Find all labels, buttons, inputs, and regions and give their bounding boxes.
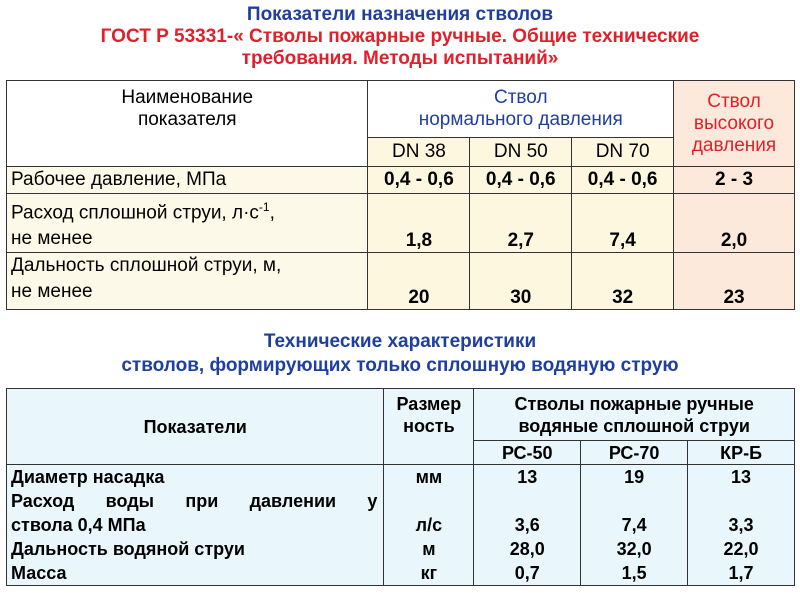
table-row <box>7 253 795 310</box>
header-indicator-name <box>7 81 368 167</box>
header-parameters: Показатели <box>7 389 384 465</box>
section-title-line-2: стволов, формирующих только сплошную водяную струю <box>121 355 679 376</box>
dn-38-header: DN 38 <box>368 138 470 167</box>
value-cell: 0,4 - 0,6 <box>572 167 674 194</box>
header-high-line-3: давления <box>691 134 777 156</box>
value-cell: 1,8 <box>368 194 470 253</box>
title-line-1: Показатели назначения стволов <box>246 4 554 25</box>
row-label: Масса <box>11 563 67 583</box>
value-cell: 7,4 <box>572 194 674 253</box>
rs-70-column <box>581 465 688 586</box>
rs-50-column <box>474 465 581 586</box>
table-row <box>7 167 795 194</box>
high-pressure-value: 2 - 3 <box>674 167 795 194</box>
header-indicator-line-1: Наименование <box>121 87 254 108</box>
header-high-line-2: высокого <box>693 112 775 134</box>
value-cell: 13 <box>731 467 752 487</box>
value-cell: 0,4 - 0,6 <box>470 167 572 194</box>
row-label-superscript: -1 <box>258 200 270 214</box>
unit-cell <box>384 489 473 513</box>
value-cell: 22,0 <box>723 539 759 559</box>
title-line-3: требования. Методы испытаний» <box>241 48 559 69</box>
row-label-line-2: не менее <box>11 228 93 250</box>
value-cell: 1,7 <box>728 563 754 583</box>
value-cell <box>688 489 794 513</box>
kr-b-column <box>688 465 795 586</box>
value-cell: 1,5 <box>621 563 647 583</box>
section-title <box>0 330 800 378</box>
value-cell: 30 <box>470 253 572 310</box>
nozzle-purpose-table <box>6 80 795 310</box>
value-cell: 19 <box>624 467 645 487</box>
header-normal-pressure <box>368 81 674 138</box>
header-high-line-1: Ствол <box>707 90 761 112</box>
unit-cell: м <box>422 539 436 559</box>
high-pressure-value: 2,0 <box>674 194 795 253</box>
high-pressure-value: 23 <box>674 253 795 310</box>
header-group-line-1: Стволы пожарные ручные <box>514 393 754 414</box>
value-cell <box>581 489 687 513</box>
value-cell: 28,0 <box>509 539 545 559</box>
header-high-pressure <box>674 81 795 167</box>
value-cell: 0,7 <box>514 563 540 583</box>
model-kr-b-header: КР-Б <box>688 441 795 465</box>
row-label: Диаметр насадка <box>11 467 165 487</box>
value-cell <box>474 489 580 513</box>
title-line-2: ГОСТ Р 53331-« Стволы пожарные ручные. Общие технические <box>100 26 700 47</box>
row-label-line-1-end: , <box>269 202 275 224</box>
row-label <box>7 253 368 310</box>
section-title-line-1: Технические характеристики <box>263 331 537 352</box>
value-cell: 20 <box>368 253 470 310</box>
row-label: Расход воды при давлении у <box>11 491 378 511</box>
row-label: ствола 0,4 МПа <box>11 515 146 535</box>
header-normal-line-1: Ствол <box>494 87 548 108</box>
value-cell: 2,7 <box>470 194 572 253</box>
table-row <box>7 194 795 253</box>
unit-cell: мм <box>415 467 443 487</box>
row-label-line-1: Дальность сплошной струи, м, <box>11 255 282 277</box>
row-label-line-2: не менее <box>11 281 93 303</box>
value-cell: 7,4 <box>621 515 647 535</box>
row-label-line-1: Расход сплошной струи, л·с <box>11 202 259 224</box>
value-cell: 32,0 <box>616 539 652 559</box>
header-unit-line-1: Размер <box>396 394 462 414</box>
row-label <box>7 194 368 253</box>
value-cell: 13 <box>517 467 538 487</box>
header-group-line-2: водяные сплошной струи <box>518 415 750 436</box>
dn-50-header: DN 50 <box>470 138 572 167</box>
header-indicator-line-2: показателя <box>137 109 237 130</box>
value-cell: 3,3 <box>728 515 754 535</box>
row-label: Дальность водяной струи <box>11 539 245 559</box>
value-cell: 0,4 - 0,6 <box>368 167 470 194</box>
page-title <box>0 4 800 70</box>
header-nozzle-group <box>474 389 795 441</box>
value-cell: 32 <box>572 253 674 310</box>
model-rs-70-header: РС-70 <box>581 441 688 465</box>
dn-70-header: DN 70 <box>572 138 674 167</box>
value-cell: 3,6 <box>514 515 540 535</box>
model-rs-50-header: РС-50 <box>474 441 581 465</box>
unit-cell: кг <box>420 563 438 583</box>
header-unit <box>384 389 474 465</box>
table-body <box>7 465 795 586</box>
header-normal-line-2: нормального давления <box>418 109 623 130</box>
row-label: Рабочее давление, МПа <box>7 167 368 194</box>
unit-column <box>384 465 474 586</box>
solid-stream-nozzles-table <box>6 388 795 586</box>
header-unit-line-2: ность <box>403 416 455 436</box>
unit-cell: л/с <box>415 515 443 535</box>
parameter-labels <box>7 465 384 586</box>
